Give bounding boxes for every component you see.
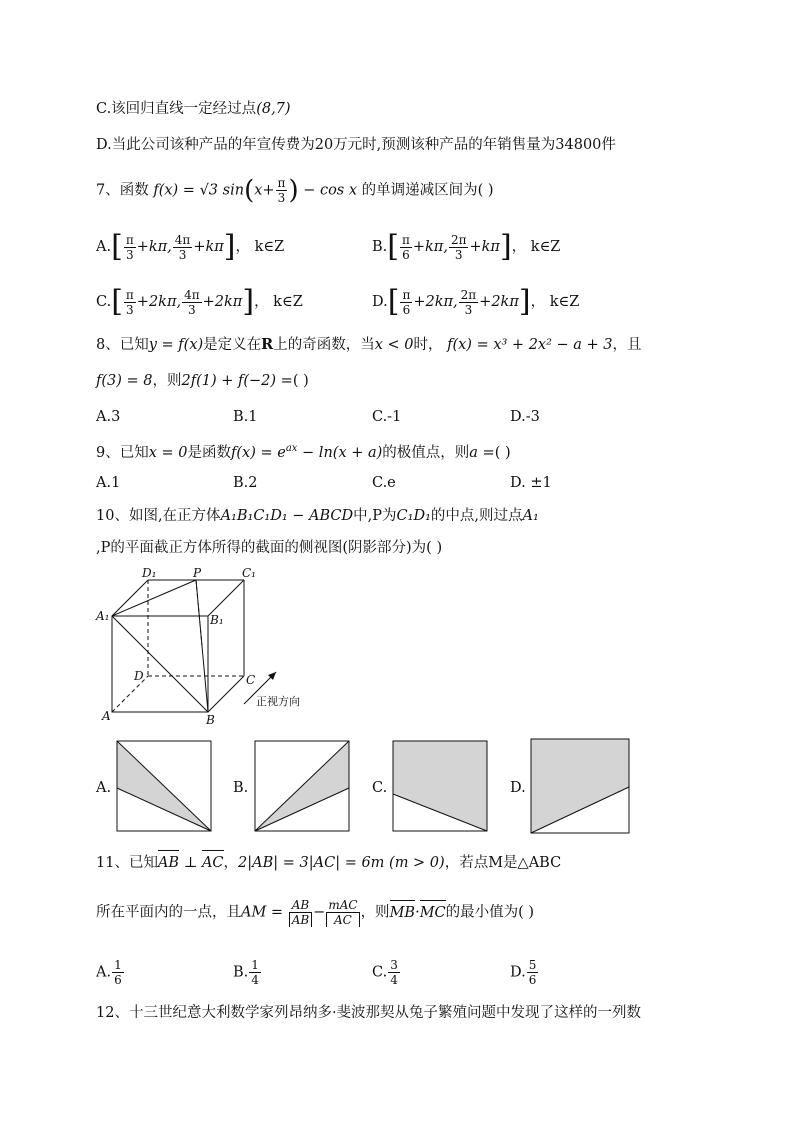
edge-a1-d1 — [112, 580, 148, 616]
q9-option-a[interactable]: A.1 — [96, 475, 121, 491]
q10-option-c-label[interactable]: C. — [372, 780, 388, 796]
q8-option-d[interactable]: D.-3 — [510, 409, 540, 425]
q11-option-a[interactable]: A. $\frac{1}{6}$ — [96, 958, 122, 987]
q9-option-c[interactable]: C.e — [372, 475, 396, 491]
option-c-text: C.该回归直线一定经过点 — [96, 101, 257, 117]
q8-option-b[interactable]: B.1 — [233, 409, 258, 425]
label-a: A — [102, 709, 111, 723]
q9-option-d[interactable]: D. ±1 — [510, 475, 552, 491]
q10-option-b-figure[interactable] — [254, 740, 350, 832]
q10-option-a-figure[interactable] — [116, 740, 212, 832]
edge-a1-p — [112, 580, 196, 616]
edge-b1-c1 — [208, 580, 244, 616]
q7-option-a[interactable]: A.[ $\frac{\pi}{3}$ +kπ, $\frac{4\pi}{3}$ +kπ]， k∈Z — [96, 229, 285, 264]
label-p: P — [193, 566, 202, 580]
option-c-point: (8,7) — [256, 101, 291, 117]
q7-option-c[interactable]: C.[ $\frac{\pi}{3}$ +2kπ, $\frac{4\pi}{3}$ +2kπ]， k∈Z — [96, 284, 303, 319]
q7-option-d[interactable]: D.[ $\frac{\pi}{6}$ +2kπ, $\frac{2\pi}{3}$ +2kπ]， k∈Z — [372, 284, 580, 319]
edge-b-c — [208, 676, 244, 712]
q8-option-c[interactable]: C.-1 — [372, 409, 402, 425]
cube-figure — [94, 566, 324, 726]
question-8-line-1: 8、已知y = f(x)是定义在R上的奇函数，当x < 0时， f(x) = x³ + 2x² − a + 3，且 — [96, 336, 642, 353]
option-c-line — [96, 98, 734, 120]
q10-option-d-figure[interactable] — [530, 738, 630, 834]
question-7: 7、函数 f(x) = √3 sin(x+ $\frac{\pi}{3}$ ) − cos x 的单调递减区间为( ) — [96, 175, 494, 206]
q11-option-c[interactable]: C. $\frac{3}{4}$ — [372, 958, 398, 987]
question-10-line-1: 10、如图,在正方体A₁B₁C₁D₁ − ABCD中,P为C₁D₁的中点,则过点A₁ — [96, 508, 539, 524]
question-12-line-1: 12、十三世纪意大利数学家列昂纳多·斐波那契从兔子繁殖问题中发现了这样的一列数 — [96, 1005, 642, 1021]
q10-option-b-label[interactable]: B. — [233, 780, 249, 796]
q11-option-b[interactable]: B. $\frac{1}{4}$ — [233, 958, 259, 987]
q7-option-b[interactable]: B.[ $\frac{\pi}{6}$ +kπ, $\frac{2\pi}{3}$ +kπ]， k∈Z — [372, 229, 561, 264]
q7-suffix: 的单调递减区间为( ) — [361, 182, 494, 199]
question-8-line-2: f(3) = 8，则2f(1) + f(−2) =( ) — [96, 373, 309, 389]
label-b1: B₁ — [210, 613, 224, 627]
question-11-line-2: 所在平面内的一点，且AM = $\frac{AB}{AB}$ − $\frac{\text{mAC}}{AC}$ ，则MB·MC的最小值为( ) — [96, 898, 535, 927]
q10-option-c-figure[interactable] — [392, 740, 488, 832]
q7-prefix: 7、函数 — [96, 182, 149, 199]
label-b: B — [206, 713, 215, 726]
question-9: 9、已知x = 0是函数$f(x) = e^{ax} - \ln(x + a)$的极值点，则a =( ) — [96, 443, 511, 461]
question-11-line-1: 11、已知AB ⊥ AC，2|AB| = 3|AC| = 6m (m > 0)，若点M是△ABC — [96, 852, 734, 874]
q7-fraction: $\frac{\pi}{3}$ — [277, 176, 286, 205]
option-d-line — [96, 134, 734, 156]
label-d1: D₁ — [142, 566, 157, 580]
label-c: C — [246, 673, 256, 687]
direction-label: 正视方向 — [256, 695, 300, 708]
option-d-text: D.当此公司该种产品的年宣传费为20万元时,预测该种产品的年销售量为34800件 — [96, 137, 616, 153]
q11-option-d[interactable]: D. $\frac{5}{6}$ — [510, 958, 537, 987]
q9-option-b[interactable]: B.2 — [233, 475, 258, 491]
q8-option-a[interactable]: A.3 — [96, 409, 121, 425]
label-d: D — [134, 669, 144, 683]
q7-function: f(x) = √3 sin — [153, 182, 245, 199]
q10-option-a-label[interactable]: A. — [96, 780, 112, 796]
question-10-line-2: ,P的平面截正方体所得的截面的侧视图(阴影部分)为( ) — [96, 540, 443, 556]
label-a1: A₁ — [96, 609, 110, 623]
edge-a1-b — [112, 616, 208, 712]
q10-option-d-label[interactable]: D. — [510, 780, 526, 796]
label-c1: C₁ — [242, 566, 256, 580]
